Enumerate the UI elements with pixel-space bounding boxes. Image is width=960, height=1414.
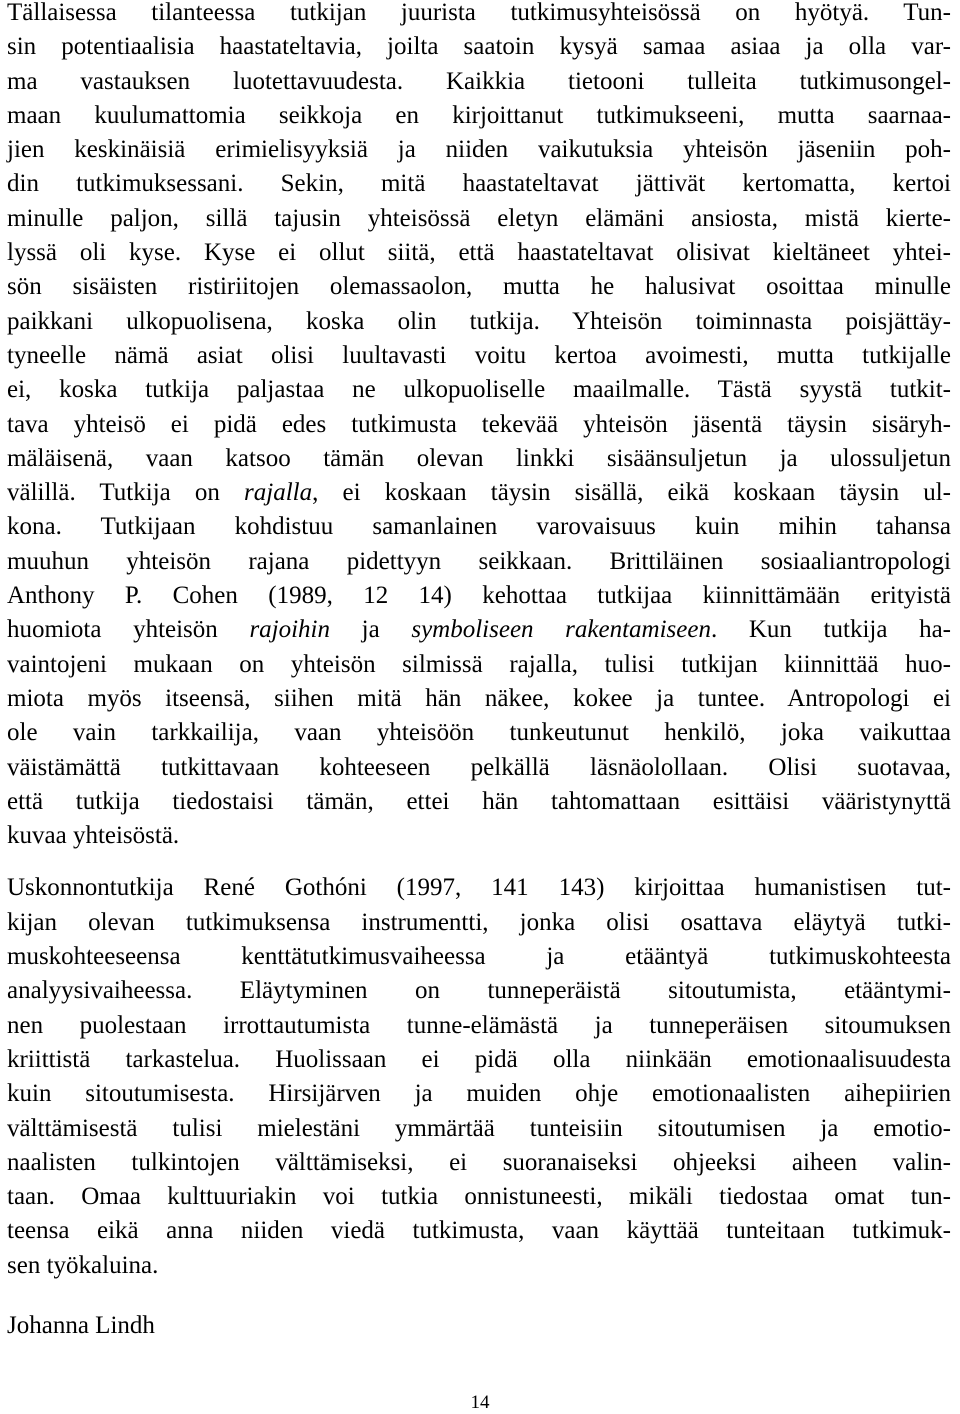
text-fragment: huomiota yhteisön [7,616,250,644]
text-line: taan. Omaa kulttuuriakin voi tutkia onnistuneesti, mikäli tiedostaa omat tun- [7,1183,951,1211]
text-line: miota myös itseensä, siihen mitä hän näkee, kokee ja tuntee. Antropologi ei [7,684,951,712]
italic-term: symboliseen rakentamiseen [411,616,711,644]
text-line: tava yhteisö ei pidä edes tutkimusta tekevää yhteisön jäsentä täysin sisäryh- [7,410,951,438]
text-fragment: . Kun tutkija ha- [710,616,951,644]
text-line: muskohteeseensa kenttätutkimusvaiheessa ja etääntyä tutkimuskohteesta [7,943,951,971]
text-line: nen puolestaan irrottautumista tunne-elämästä ja tunneperäisen sitoumuksen [7,1011,951,1039]
text-line: että tutkija tiedostaisi tämän, ettei hän tahtomattaan esittäisi vääristynyttä [7,787,951,815]
text-line: vaintojeni mukaan on yhteisön silmissä rajalla, tulisi tutkijan kiinnittää huo- [7,650,951,678]
text-line: sin potentiaalisia haastateltavia, joilta saatoin kysyä samaa asiaa ja olla var- [7,33,951,61]
paragraph-research-community [7,0,951,853]
text-fragment: välillä. Tutkija on [7,479,245,507]
italic-term: rajalla [244,479,313,507]
text-line: Tällaisessa tilanteessa tutkijan juurista tutkimusyhteisössä on hyötyä. Tun- [7,0,951,26]
text-line: ole vain tarkkailija, vaan yhteisöön tunkeutunut henkilö, joka vaikuttaa [7,719,951,747]
author-signature: Johanna Lindh [7,1312,155,1339]
text-line: kuin sitoutumisesta. Hirsijärven ja muiden ohje emotionaalisten aihepiirien [7,1080,951,1108]
text-line: välttämisestä tulisi mielestäni ymmärtää tunteisiin sitoutumisen ja emotio- [7,1114,951,1142]
text-line: mäläisenä, vaan katsoo tämän olevan linkki sisäänsuljetun ja ulossuljetun [7,444,951,472]
italic-term: rajoihin [249,616,331,644]
text-line: din tutkimuksessani. Sekin, mitä haastateltavat jättivät kertomatta, kertoi [7,170,951,198]
text-line: väistämättä tutkittavaan kohteeseen pelkällä läsnäolollaan. Olisi suotavaa, [7,753,951,781]
text-line: Anthony P. Cohen (1989, 12 14) kehottaa tutkijaa kiinnittämään erityistä [7,582,951,610]
text-line: jien keskinäisiä erimielisyyksiä ja niiden vaikutuksia yhteisön jäseniin poh- [7,136,951,164]
text-line: ma vastauksen luotettavuudesta. Kaikkia tietooni tulleita tutkimusongel- [7,67,951,95]
text-line: ei, koska tutkija paljastaa ne ulkopuoliselle maailmalle. Tästä syystä tutkit- [7,376,951,404]
text-line [7,613,951,647]
text-line: sen työkaluina. [7,1251,159,1279]
text-line: kuvaa yhteisöstä. [7,822,180,850]
text-line: naalisten tulkintojen välttämiseksi, ei suoranaiseksi ohjeeksi aiheen valin- [7,1148,951,1176]
text-line: kijan olevan tutkimuksensa instrumentti, jonka olisi osattava eläytyä tutki- [7,908,951,936]
text-line: lyssä oli kyse. Kyse ei ollut siitä, että haastateltavat olisivat kieltäneet yhtei- [7,239,951,267]
text-line: muuhun yhteisön rajana pidettyyn seikkaan. Brittiläinen sosiaaliantropologi [7,547,951,575]
text-fragment: ja [330,616,412,644]
text-line: kona. Tutkijaan kohdistuu samanlainen varovaisuus kuin mihin tahansa [7,513,951,541]
text-line: tyneelle nämä asiat olisi luultavasti voitu kertoa avoimesti, mutta tutkijalle [7,341,951,369]
page-number: 14 [470,1392,490,1413]
text-line: minulle paljon, sillä tajusin yhteisössä eletyn elämäni ansiosta, mistä kierte- [7,204,951,232]
text-line: sön sisäisten ristiriitojen olemassaolon, mutta he halusivat osoittaa minulle [7,273,951,301]
text-line: teensa eikä anna niiden viedä tutkimusta, vaan käyttää tunteitaan tutkimuk- [7,1217,951,1245]
text-fragment: , ei koskaan täysin sisällä, eikä koskaan täysin ul- [312,479,951,507]
paragraph-gothoni [7,871,951,1283]
text-line [7,476,951,510]
text-line: maan kuulumattomia seikkoja en kirjoittanut tutkimukseeni, mutta saarnaa- [7,101,951,129]
text-line: paikkani ulkopuolisena, koska olin tutkija. Yhteisön toiminnasta poisjättäy- [7,307,951,335]
text-line: Uskonnontutkija René Gothóni (1997, 141 143) kirjoittaa humanistisen tut- [7,874,951,902]
document-page [7,0,951,1283]
text-line: analyysivaiheessa. Eläytyminen on tunneperäistä sitoutumista, etääntymi- [7,977,951,1005]
text-line: kriittistä tarkastelua. Huolissaan ei pidä olla niinkään emotionaalisuudesta [7,1045,951,1073]
